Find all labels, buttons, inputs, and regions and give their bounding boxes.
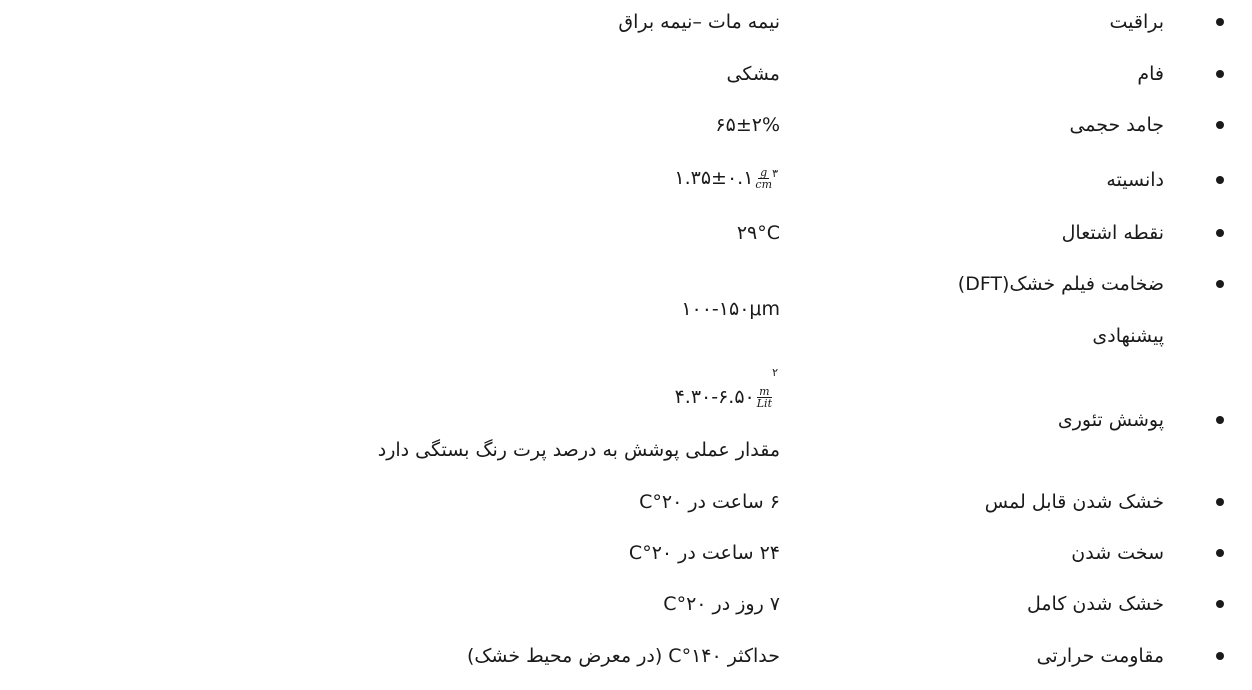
spec-value: ۶ ساعت در ۲۰°C <box>639 491 780 513</box>
spec-label: براقیت <box>1109 11 1164 33</box>
spec-value: نیمه مات –نیمه براق <box>618 11 780 33</box>
spec-value: ۲۹°C <box>736 222 780 244</box>
spec-value-group <box>674 164 780 192</box>
spec-label: مقاومت حرارتی <box>1036 645 1164 667</box>
coverage-note: مقدار عملی پوشش به درصد پرت رنگ بستگی دارد <box>377 439 780 461</box>
spec-label: دانسیته <box>1106 169 1164 191</box>
spec-label: پوشش تئوری <box>1057 409 1164 431</box>
bullet-icon <box>1216 652 1224 660</box>
spec-label: سخت شدن <box>1071 542 1164 564</box>
spec-label: خشک شدن قابل لمس <box>984 491 1164 513</box>
bullet-icon <box>1216 70 1224 78</box>
spec-value: ۶۵±۲% <box>715 114 780 136</box>
bullet-icon <box>1216 176 1224 184</box>
bullet-icon <box>1216 121 1224 129</box>
spec-value-group <box>675 383 780 411</box>
spec-value: ۷ روز در ۲۰°C <box>663 593 780 615</box>
unit-superscript: ۳ <box>772 167 778 180</box>
unit-denominator: Lit <box>756 396 772 410</box>
unit-denominator <box>753 179 774 190</box>
unit-numerator: g <box>760 165 768 179</box>
spec-label: نقطه اشتعال <box>1061 222 1164 244</box>
spec-value: ۴.۳۰-۶.۵۰ <box>674 386 755 408</box>
bullet-icon <box>1216 498 1224 506</box>
spec-value: ۲۴ ساعت در ۲۰°C <box>628 542 780 564</box>
spec-label: جامد حجمی <box>1069 114 1164 136</box>
bullet-icon <box>1216 549 1224 557</box>
unit-fraction <box>753 167 774 190</box>
spec-value: حداکثر ۱۴۰°C (در معرض محیط خشک) <box>466 645 780 667</box>
unit-superscript: ۲ <box>772 366 778 379</box>
spec-value: ۱۰۰-۱۵۰μm <box>681 298 780 320</box>
bullet-icon <box>1216 416 1224 424</box>
spec-value: مشکی <box>726 63 780 85</box>
spec-label-line2: پیشنهادی <box>1092 325 1164 347</box>
spec-label: فام <box>1137 63 1164 85</box>
unit-fraction <box>755 386 774 409</box>
spec-label: خشک شدن کامل <box>1026 593 1164 615</box>
bullet-icon <box>1216 229 1224 237</box>
spec-value: ۱.۳۵±۰.۱ <box>674 167 754 189</box>
bullet-icon <box>1216 280 1224 288</box>
unit-numerator: m <box>759 384 770 398</box>
bullet-icon <box>1216 18 1224 26</box>
spec-label: ضخامت فیلم خشک(DFT) <box>957 273 1164 295</box>
bullet-icon <box>1216 600 1224 608</box>
unit-denominator-text: cm <box>755 177 772 191</box>
